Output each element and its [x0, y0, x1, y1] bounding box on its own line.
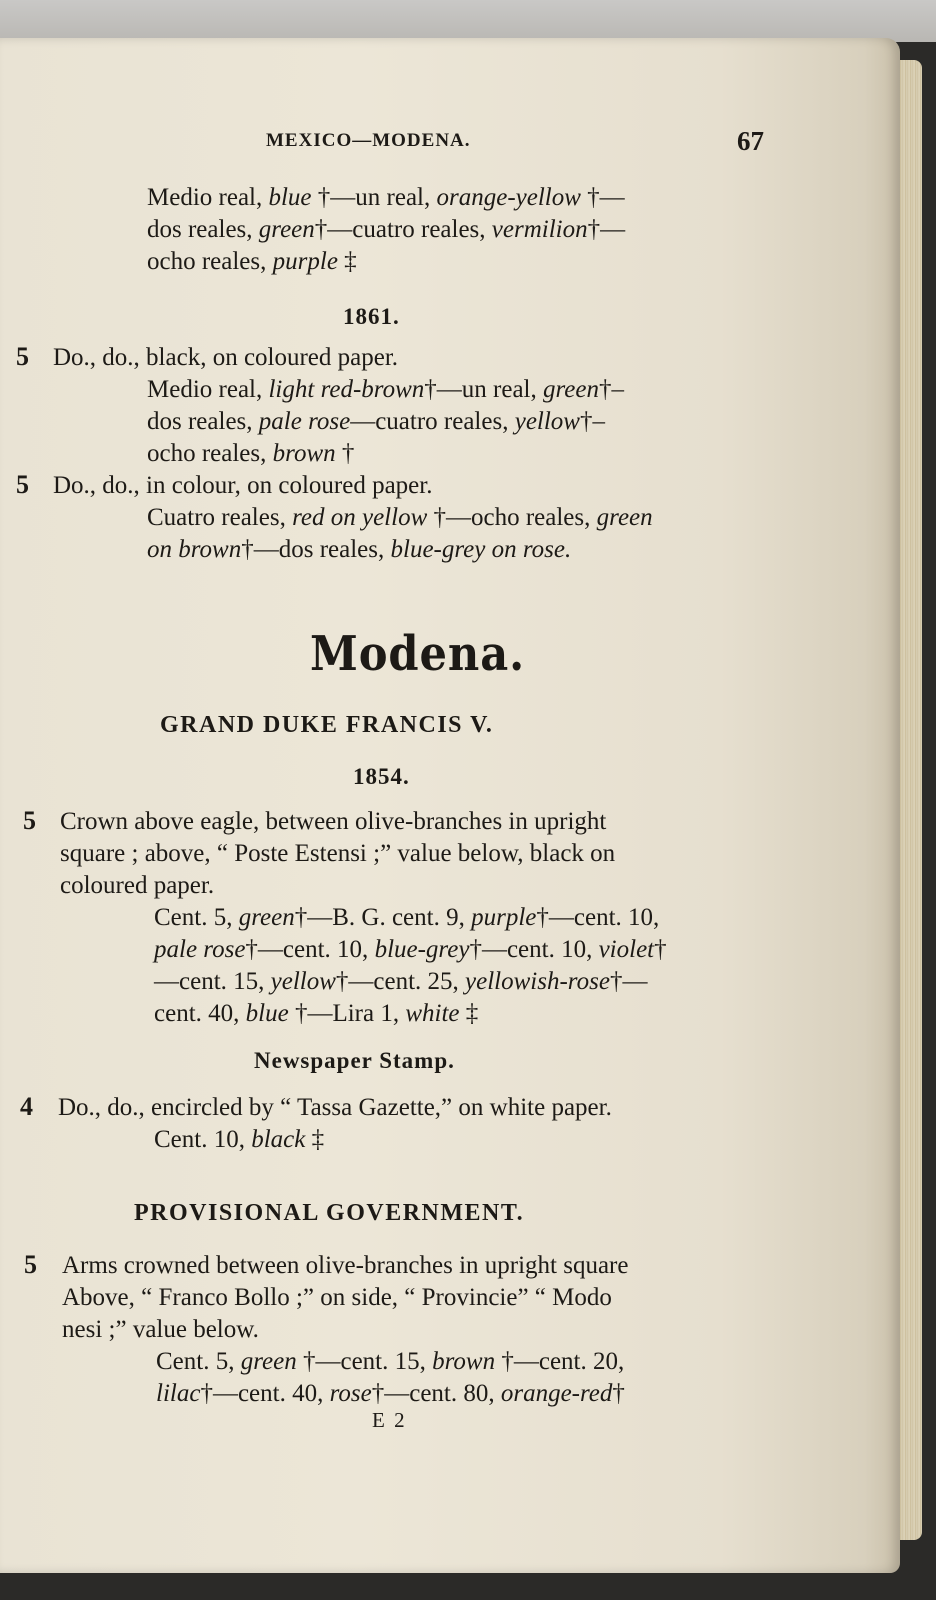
- italic-colour-name: green: [258, 216, 315, 243]
- rarity-number: 5: [16, 470, 29, 499]
- rarity-number: 5: [16, 342, 29, 371]
- year-heading: 1854.: [353, 764, 410, 789]
- italic-colour-name: vermilion: [491, 216, 588, 243]
- newspaper-heading: Newspaper Stamp.: [254, 1048, 455, 1073]
- text-line: Arms crowned between olive-branches in upright square: [62, 1252, 629, 1279]
- italic-colour-name: on brown: [147, 536, 242, 563]
- italic-colour-name: brown: [432, 1348, 496, 1375]
- text-line: Medio real, blue †—un real, orange-yellow †—: [147, 184, 625, 211]
- entry-title: Do., do., encircled by “ Tassa Gazette,” on white paper.: [58, 1094, 612, 1121]
- text-line: square ; above, “ Poste Estensi ;” value below, black on: [60, 840, 616, 867]
- italic-colour-name: lilac: [156, 1380, 201, 1407]
- text-line: coloured paper.: [60, 872, 215, 899]
- italic-colour-name: blue: [268, 184, 312, 211]
- entry-title: Do., do., black, on coloured paper.: [53, 344, 399, 371]
- italic-colour-name: blue-grey: [374, 936, 470, 963]
- text-line: cent. 40, blue †—Lira 1, white ‡: [154, 1000, 479, 1027]
- country-title: Modena.: [310, 626, 526, 682]
- provisional-heading: PROVISIONAL GOVERNMENT.: [134, 1200, 525, 1226]
- text-line: Cuatro reales, red on yellow †—ocho reales, green: [147, 504, 653, 531]
- text-line: Crown above eagle, between olive-branches in upright: [60, 808, 607, 835]
- italic-colour-name: red on yellow: [292, 504, 428, 531]
- italic-colour-name: yellowish-rose: [465, 968, 610, 995]
- ruler-heading: GRAND DUKE FRANCIS V.: [160, 712, 494, 738]
- rarity-number: 4: [20, 1092, 33, 1121]
- italic-colour-name: pale rose: [154, 936, 246, 963]
- italic-colour-name: green: [240, 1348, 297, 1375]
- italic-colour-name: brown: [272, 440, 336, 467]
- italic-colour-name: light red-brown: [268, 376, 425, 403]
- italic-colour-name: orange-yellow: [436, 184, 581, 211]
- italic-colour-name: black: [251, 1126, 306, 1153]
- text-line: —cent. 15, yellow†—cent. 25, yellowish-rose†—: [154, 968, 648, 995]
- italic-colour-name: white: [405, 1000, 460, 1027]
- text-line: ocho reales, purple ‡: [147, 248, 357, 275]
- text-line: dos reales, green†—cuatro reales, vermilion†—: [147, 216, 626, 243]
- background-strip: [0, 0, 936, 42]
- text-line: Cent. 10, black ‡: [154, 1126, 325, 1153]
- signature-mark: E 2: [372, 1408, 407, 1432]
- italic-colour-name: green: [543, 376, 599, 403]
- italic-colour-name: yellow: [514, 408, 580, 435]
- rarity-number: 5: [23, 806, 36, 835]
- italic-colour-name: purple: [471, 904, 537, 931]
- page-number: 67: [737, 126, 764, 156]
- text-line: pale rose†—cent. 10, blue-grey†—cent. 10, violet†: [154, 936, 667, 963]
- italic-colour-name: violet: [598, 936, 655, 963]
- text-line: ocho reales, brown †: [147, 440, 355, 467]
- italic-colour-name: rose: [329, 1380, 372, 1407]
- year-heading: 1861.: [343, 304, 400, 329]
- running-title: MEXICO—MODENA.: [266, 130, 471, 151]
- book-page: [0, 38, 900, 1573]
- italic-colour-name: green: [238, 904, 295, 931]
- italic-colour-name: green: [596, 504, 653, 531]
- italic-colour-name: blue: [245, 1000, 289, 1027]
- rarity-number: 5: [24, 1250, 37, 1279]
- italic-colour-name: orange-red: [500, 1380, 613, 1407]
- text-line: Above, “ Franco Bollo ;” on side, “ Provincie” “ Modo: [62, 1284, 612, 1311]
- italic-colour-name: yellow: [270, 968, 336, 995]
- text-line: lilac†—cent. 40, rose†—cent. 80, orange-red†: [156, 1380, 625, 1407]
- text-line: nesi ;” value below.: [62, 1316, 259, 1343]
- text-line: Medio real, light red-brown†—un real, green†–: [147, 376, 624, 403]
- text-line: Cent. 5, green†—B. G. cent. 9, purple†—cent. 10,: [154, 904, 660, 931]
- text-line: dos reales, pale rose—cuatro reales, yellow†–: [147, 408, 605, 435]
- italic-colour-name: purple: [272, 248, 338, 275]
- text-line: on brown†—dos reales, blue-grey on rose.: [147, 536, 572, 563]
- text-line: Cent. 5, green †—cent. 15, brown †—cent. 20,: [156, 1348, 625, 1375]
- italic-colour-name: pale rose: [258, 408, 351, 435]
- italic-colour-name: blue-grey on rose.: [390, 536, 572, 563]
- entry-title: Do., do., in colour, on coloured paper.: [53, 472, 433, 499]
